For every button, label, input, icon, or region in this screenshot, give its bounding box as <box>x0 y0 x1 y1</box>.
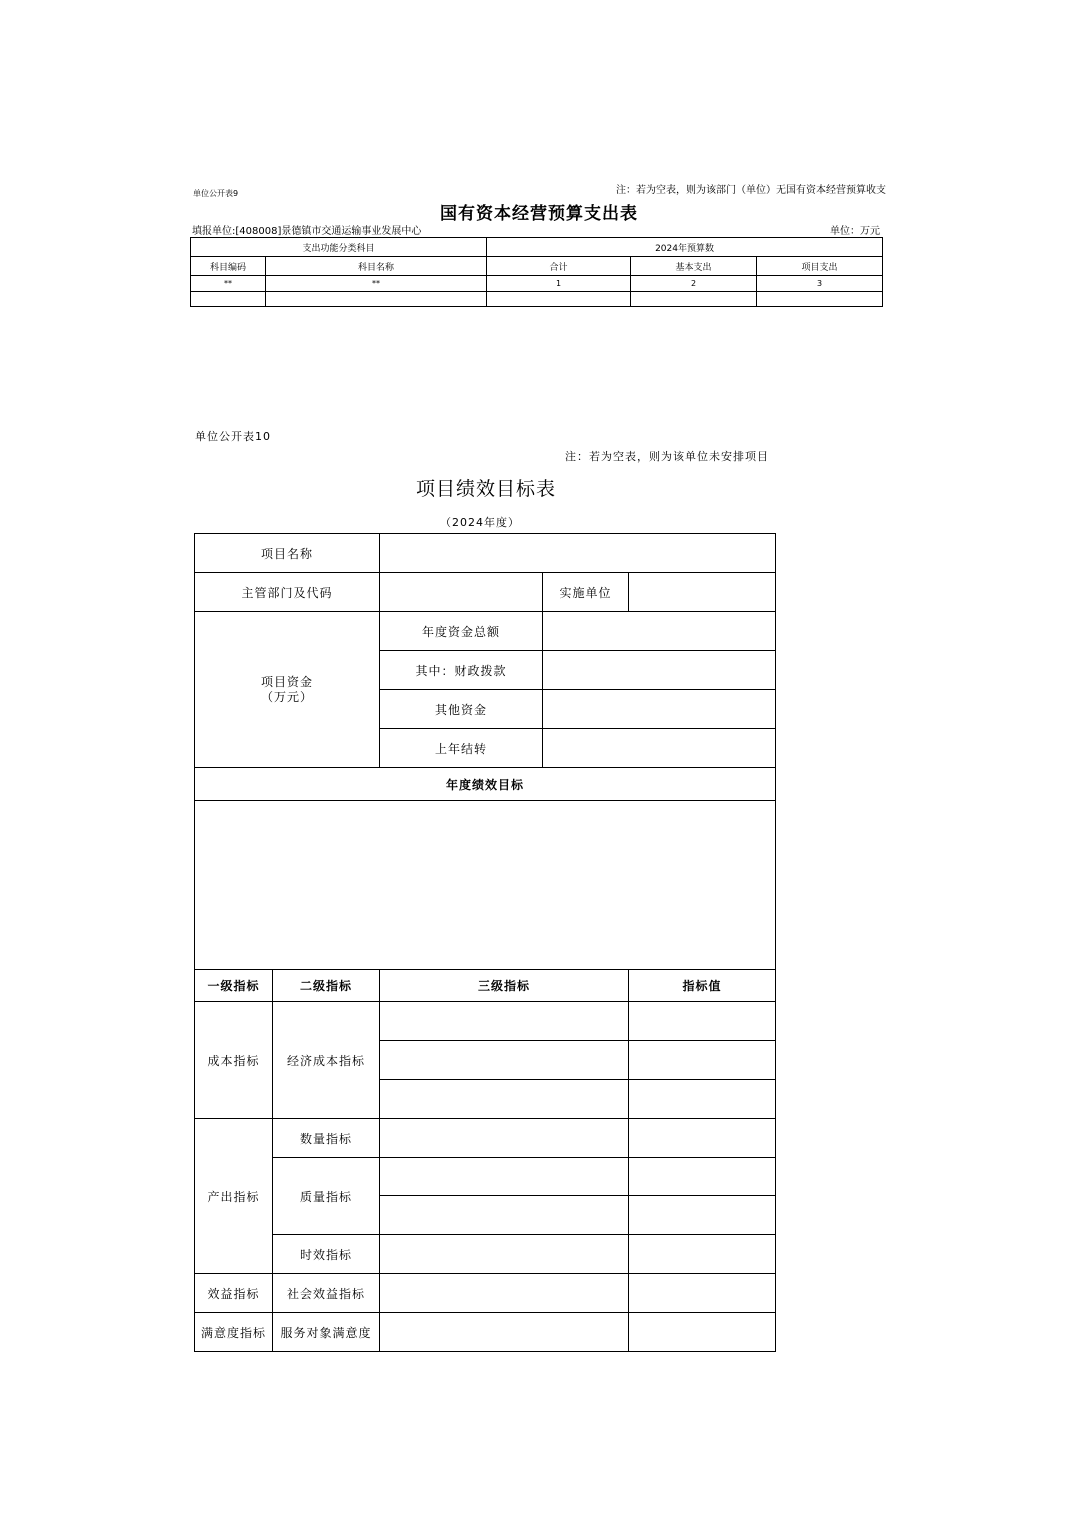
index-cell: 2 <box>631 276 757 292</box>
table9-title: 国有资本经营预算支出表 <box>440 204 638 224</box>
empty-cell <box>757 292 883 307</box>
header-budget-2024: 2024年预算数 <box>487 238 883 257</box>
label-impl-unit: 实施单位 <box>543 573 629 612</box>
col-subject-name: 科目名称 <box>266 257 487 276</box>
label-fiscal: 其中：财政拨款 <box>380 651 543 690</box>
index-cell: ** <box>266 276 487 292</box>
value-cell <box>629 1158 776 1196</box>
header-function-class: 支出功能分类科目 <box>191 238 487 257</box>
header-value: 指标值 <box>629 970 776 1002</box>
label-dept-code: 主管部门及代码 <box>195 573 380 612</box>
economic-cost-indicator: 经济成本指标 <box>273 1002 380 1119</box>
table10-title: 项目绩效目标表 <box>416 478 557 500</box>
unit-label: 单位：万元 <box>830 226 880 237</box>
value-carryover <box>543 729 776 768</box>
index-cell: ** <box>191 276 266 292</box>
fill-unit: 填报单位:[408008]景德镇市交通运输事业发展中心 <box>192 226 422 237</box>
service-satisfaction-indicator: 服务对象满意度 <box>273 1313 380 1352</box>
value-project-name <box>380 534 776 573</box>
empty-cell <box>191 292 266 307</box>
social-benefit-indicator: 社会效益指标 <box>273 1274 380 1313</box>
funds-line2: （万元） <box>261 689 314 704</box>
label-annual-goal: 年度绩效目标 <box>195 768 776 801</box>
level3-cell <box>380 1041 629 1080</box>
label-project-funds <box>195 612 380 768</box>
col-total: 合计 <box>487 257 631 276</box>
label-annual-total: 年度资金总额 <box>380 612 543 651</box>
timeliness-indicator: 时效指标 <box>273 1235 380 1274</box>
value-fiscal <box>543 651 776 690</box>
project-performance-table <box>194 533 776 1352</box>
form-number-10: 单位公开表10 <box>195 430 271 443</box>
label-other-funds: 其他资金 <box>380 690 543 729</box>
level3-cell <box>380 1119 629 1158</box>
level3-cell <box>380 1196 629 1235</box>
form-number-9: 单位公开表9 <box>193 189 239 198</box>
index-cell: 1 <box>487 276 631 292</box>
funds-line1: 项目资金 <box>261 674 314 689</box>
col-subject-code: 科目编码 <box>191 257 266 276</box>
value-cell <box>629 1080 776 1119</box>
table9-note: 注：若为空表，则为该部门（单位）无国有资本经营预算收支 <box>616 185 886 196</box>
value-cell <box>629 1196 776 1235</box>
table10-note: 注：若为空表，则为该单位未安排项目 <box>565 450 769 463</box>
state-capital-expenditure-table <box>190 237 883 307</box>
value-cell <box>629 1119 776 1158</box>
value-impl-unit <box>629 573 776 612</box>
cost-indicator: 成本指标 <box>195 1002 273 1119</box>
quantity-indicator: 数量指标 <box>273 1119 380 1158</box>
benefit-indicator: 效益指标 <box>195 1274 273 1313</box>
output-indicator: 产出指标 <box>195 1119 273 1274</box>
header-level1: 一级指标 <box>195 970 273 1002</box>
level3-cell <box>380 1002 629 1041</box>
value-cell <box>629 1274 776 1313</box>
value-annual-goal <box>195 801 776 970</box>
level3-cell <box>380 1235 629 1274</box>
col-basic-expenditure: 基本支出 <box>631 257 757 276</box>
level3-cell <box>380 1274 629 1313</box>
col-project-expenditure: 项目支出 <box>757 257 883 276</box>
value-other-funds <box>543 690 776 729</box>
label-project-name: 项目名称 <box>195 534 380 573</box>
level3-cell <box>380 1158 629 1196</box>
value-cell <box>629 1002 776 1041</box>
header-level3: 三级指标 <box>380 970 629 1002</box>
value-dept-code <box>380 573 543 612</box>
value-cell <box>629 1041 776 1080</box>
empty-cell <box>631 292 757 307</box>
label-carryover: 上年结转 <box>380 729 543 768</box>
index-cell: 3 <box>757 276 883 292</box>
satisfaction-indicator: 满意度指标 <box>195 1313 273 1352</box>
value-cell <box>629 1235 776 1274</box>
value-annual-total <box>543 612 776 651</box>
empty-cell <box>266 292 487 307</box>
level3-cell <box>380 1080 629 1119</box>
level3-cell <box>380 1313 629 1352</box>
value-cell <box>629 1313 776 1352</box>
empty-cell <box>487 292 631 307</box>
header-level2: 二级指标 <box>273 970 380 1002</box>
table10-year: （2024年度） <box>440 516 520 529</box>
quality-indicator: 质量指标 <box>273 1158 380 1235</box>
